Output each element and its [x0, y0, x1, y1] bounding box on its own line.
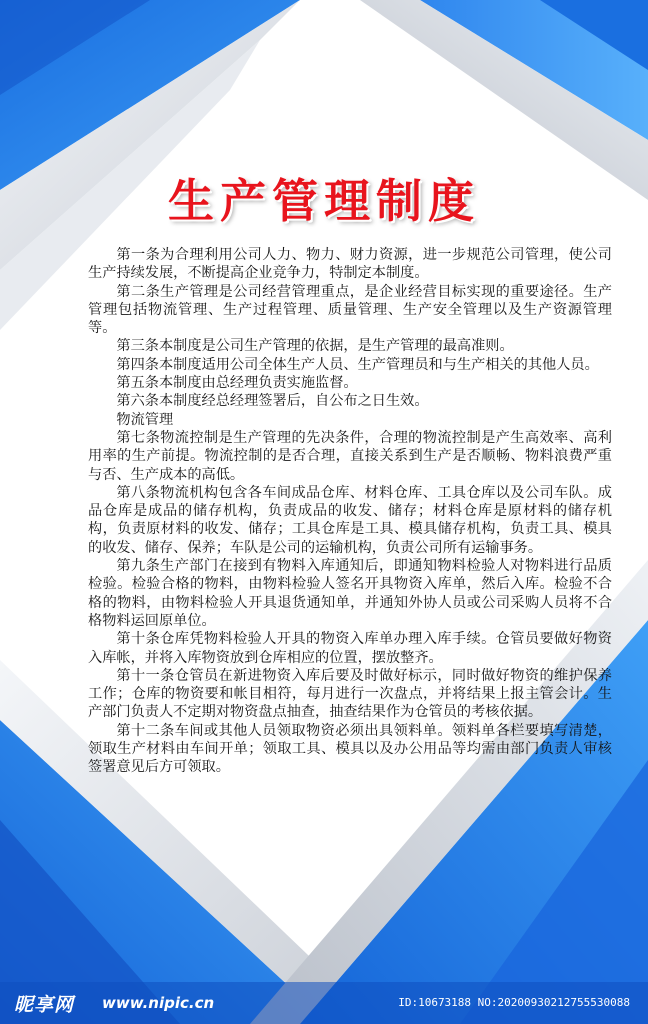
- page-title: 生产管理制度: [168, 174, 480, 228]
- regulation-body: [88, 246, 612, 777]
- paragraph-article-7: 第七条物流控制是生产管理的先决条件，合理的物流控制是产生高效率、高利用率的生产前提。物流控制的是否合理，直接关系到生产是否顺畅、物料浪费严重与否、生产成本的高低。: [88, 429, 612, 483]
- paragraph-article-12: 第十二条车间或其他人员领取物资必须出具领料单。领料单各栏要填写清楚，领取生产材料由车间开单；领取工具、模具以及办公用品等均需由部门负责人审核签署意见后方可领取。: [88, 722, 612, 776]
- paragraph-article-4: 第四条本制度适用公司全体生产人员、生产管理员和与生产相关的其他人员。: [116, 356, 599, 373]
- paragraph-article-8: 第八条物流机构包含各车间成品仓库、材料仓库、工具仓库以及公司车队。成品仓库是成品的储存机构，负责成品的收发、储存；材料仓库是原材料的储存机构，负责原材料的收发、储存；工具仓库是工具、模具储存机构，负责工具、模具的收发、储存、保养；车队是公司的运输机构，负责公司所有运输事务。: [88, 484, 612, 556]
- watermark-id: ID:10673188 NO:20200930212755530088: [398, 996, 630, 1009]
- paragraph-article-11: 第十一条仓管员在新进物资入库后要及时做好标示，同时做好物资的维护保养工作；仓库的物资要和帐目相符，每月进行一次盘点，并将结果上报主管会计。生产部门负责人不定期对物资盘点抽查，抽查结果作为仓管员的考核依据。: [88, 667, 612, 721]
- watermark-url: www.nipic.cn: [102, 994, 215, 1012]
- watermark-logo: 昵享网: [14, 994, 75, 1016]
- paragraph-article-2: 第二条生产管理是公司经营管理重点，是企业经营目标实现的重要途径。生产管理包括物流管理、生产过程管理、质量管理、生产安全管理以及生产资源管理等。: [88, 283, 612, 337]
- paragraph-article-1: 第一条为合理利用公司人力、物力、财力资源，进一步规范公司管理，使公司生产持续发展，不断提高企业竞争力，特制定本制度。: [88, 247, 612, 282]
- paragraph-article-5: 第五条本制度由总经理负责实施监督。: [116, 375, 358, 392]
- paragraph-article-10: 第十条仓库凭物料检验人开具的物资入库单办理入库手续。仓管员要做好物资入库帐，并将入库物资放到仓库相应的位置，摆放整齐。: [88, 631, 612, 666]
- paragraph-article-6: 第六条本制度经总经理签署后，自公布之日生效。: [116, 393, 429, 410]
- section-heading-logistics: 物流管理: [116, 411, 174, 428]
- paragraph-article-3: 第三条本制度是公司生产管理的依据，是生产管理的最高准则。: [116, 338, 514, 355]
- paragraph-article-9: 第九条生产部门在接到有物料入库通知后，即通知物料检验人对物料进行品质检验。检验合格的物料，由物料检验人签名开具物资入库单，然后入库。检验不合格的物料，由物料检验人开具退货通知单，并通知外协人员或公司采购人员将不合格物料运回原单位。: [88, 558, 612, 629]
